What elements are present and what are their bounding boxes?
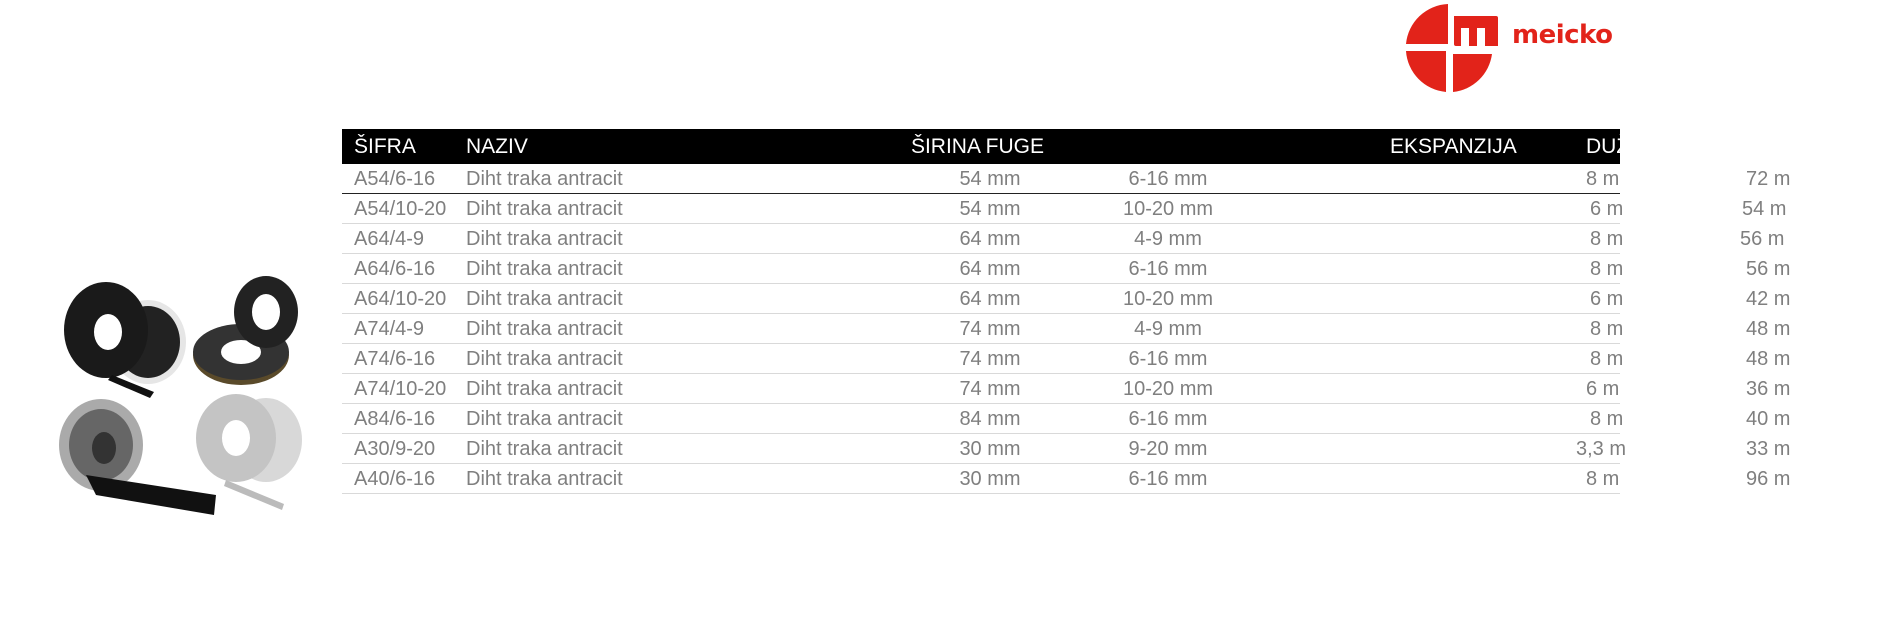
cell-expansion: 6-16 mm xyxy=(1128,468,1208,490)
tape-roll-image-4 xyxy=(196,394,302,510)
cell-code: A64/4-9 xyxy=(354,228,425,250)
cell-length: 8 m xyxy=(1590,318,1624,340)
cell-width: 54 mm xyxy=(959,198,1021,220)
cell-name: Diht traka antracit xyxy=(466,258,623,280)
cell-name: Diht traka antracit xyxy=(466,228,623,250)
logo-wordmark: meicko xyxy=(1512,20,1613,50)
cell-length: 8 m xyxy=(1590,258,1624,280)
cell-length: 8 m xyxy=(1590,228,1624,250)
table-row xyxy=(342,434,1791,464)
cell-code: A54/6-16 xyxy=(354,168,436,190)
cell-expansion: 4-9 mm xyxy=(1134,318,1202,340)
table-row xyxy=(342,164,1791,194)
cell-width: 54 mm xyxy=(959,168,1021,190)
cell-name: Diht traka antracit xyxy=(466,168,623,190)
cell-packaging: 56 m xyxy=(1740,228,1785,250)
cell-width: 64 mm xyxy=(959,228,1021,250)
cell-name: Diht traka antracit xyxy=(466,438,623,460)
cell-name: Diht traka antracit xyxy=(466,408,623,430)
cell-width: 30 mm xyxy=(959,438,1021,460)
cell-code: A74/10-20 xyxy=(354,378,447,400)
cell-packaging: 96 m xyxy=(1746,468,1791,490)
table-row xyxy=(342,314,1791,344)
header-packaging: PAKOVANJE xyxy=(1772,135,1895,158)
cell-length: 3,3 m xyxy=(1576,438,1627,460)
header-length: DUŽINA TRAKE ROLNI xyxy=(1586,135,1809,158)
table-body xyxy=(342,164,1791,494)
cell-code: A74/6-16 xyxy=(354,348,436,370)
table-row xyxy=(342,374,1791,404)
cell-code: A54/10-20 xyxy=(354,198,447,220)
table-row xyxy=(342,194,1787,224)
tape-roll-image-1 xyxy=(64,282,186,398)
cell-length: 6 m xyxy=(1590,288,1624,310)
cell-name: Diht traka antracit xyxy=(466,288,623,310)
cell-name: Diht traka antracit xyxy=(466,198,623,220)
cell-code: A40/6-16 xyxy=(354,468,436,490)
table-row xyxy=(342,254,1791,284)
cell-packaging: 54 m xyxy=(1742,198,1787,220)
table-row xyxy=(342,224,1785,254)
cell-width: 74 mm xyxy=(959,318,1021,340)
cell-packaging: 40 m xyxy=(1746,408,1791,430)
cell-packaging: 56 m xyxy=(1746,258,1791,280)
cell-expansion: 10-20 mm xyxy=(1122,288,1214,310)
cell-expansion: 10-20 mm xyxy=(1122,198,1214,220)
header-width: ŠIRINA FUGE xyxy=(910,135,1044,158)
table-header xyxy=(342,129,1895,164)
cell-width: 64 mm xyxy=(959,288,1021,310)
cell-expansion: 6-16 mm xyxy=(1128,168,1208,190)
cell-code: A64/10-20 xyxy=(354,288,447,310)
cell-name: Diht traka antracit xyxy=(466,468,623,490)
header-code: ŠIFRA xyxy=(354,135,416,158)
tape-roll-image-2 xyxy=(193,276,298,385)
cell-packaging: 48 m xyxy=(1746,318,1791,340)
cell-code: A30/9-20 xyxy=(354,438,436,460)
logo-mark xyxy=(1406,4,1498,92)
table-row xyxy=(342,344,1791,374)
header-name: NAZIV xyxy=(466,135,528,158)
cell-packaging: 33 m xyxy=(1746,438,1791,460)
cell-name: Diht traka antracit xyxy=(466,348,623,370)
cell-expansion: 6-16 mm xyxy=(1128,258,1208,280)
cell-expansion: 6-16 mm xyxy=(1128,348,1208,370)
table-row xyxy=(342,404,1791,434)
cell-length: 8 m xyxy=(1590,348,1624,370)
cell-code: A84/6-16 xyxy=(354,408,436,430)
header-expansion: EKSPANZIJA xyxy=(1390,135,1517,158)
cell-expansion: 4-9 mm xyxy=(1134,228,1202,250)
cell-name: Diht traka antracit xyxy=(466,318,623,340)
cell-width: 74 mm xyxy=(959,378,1021,400)
cell-packaging: 48 m xyxy=(1746,348,1791,370)
cell-expansion: 10-20 mm xyxy=(1122,378,1214,400)
cell-width: 30 mm xyxy=(959,468,1021,490)
cell-length: 8 m xyxy=(1586,468,1620,490)
cell-code: A74/4-9 xyxy=(354,318,425,340)
cell-length: 6 m xyxy=(1586,378,1620,400)
cell-packaging: 72 m xyxy=(1746,168,1791,190)
cell-expansion: 9-20 mm xyxy=(1128,438,1208,460)
product-images xyxy=(56,280,316,540)
cell-width: 64 mm xyxy=(959,258,1021,280)
cell-width: 84 mm xyxy=(959,408,1021,430)
product-table xyxy=(342,129,1895,494)
cell-length: 6 m xyxy=(1590,198,1624,220)
cell-width: 74 mm xyxy=(959,348,1021,370)
cell-code: A64/6-16 xyxy=(354,258,436,280)
tape-roll-image-3 xyxy=(59,399,216,515)
cell-packaging: 36 m xyxy=(1746,378,1791,400)
cell-length: 8 m xyxy=(1590,408,1624,430)
cell-name: Diht traka antracit xyxy=(466,378,623,400)
table-row xyxy=(342,464,1791,494)
cell-packaging: 42 m xyxy=(1746,288,1791,310)
table-row xyxy=(342,284,1791,314)
cell-expansion: 6-16 mm xyxy=(1128,408,1208,430)
cell-length: 8 m xyxy=(1586,168,1620,190)
